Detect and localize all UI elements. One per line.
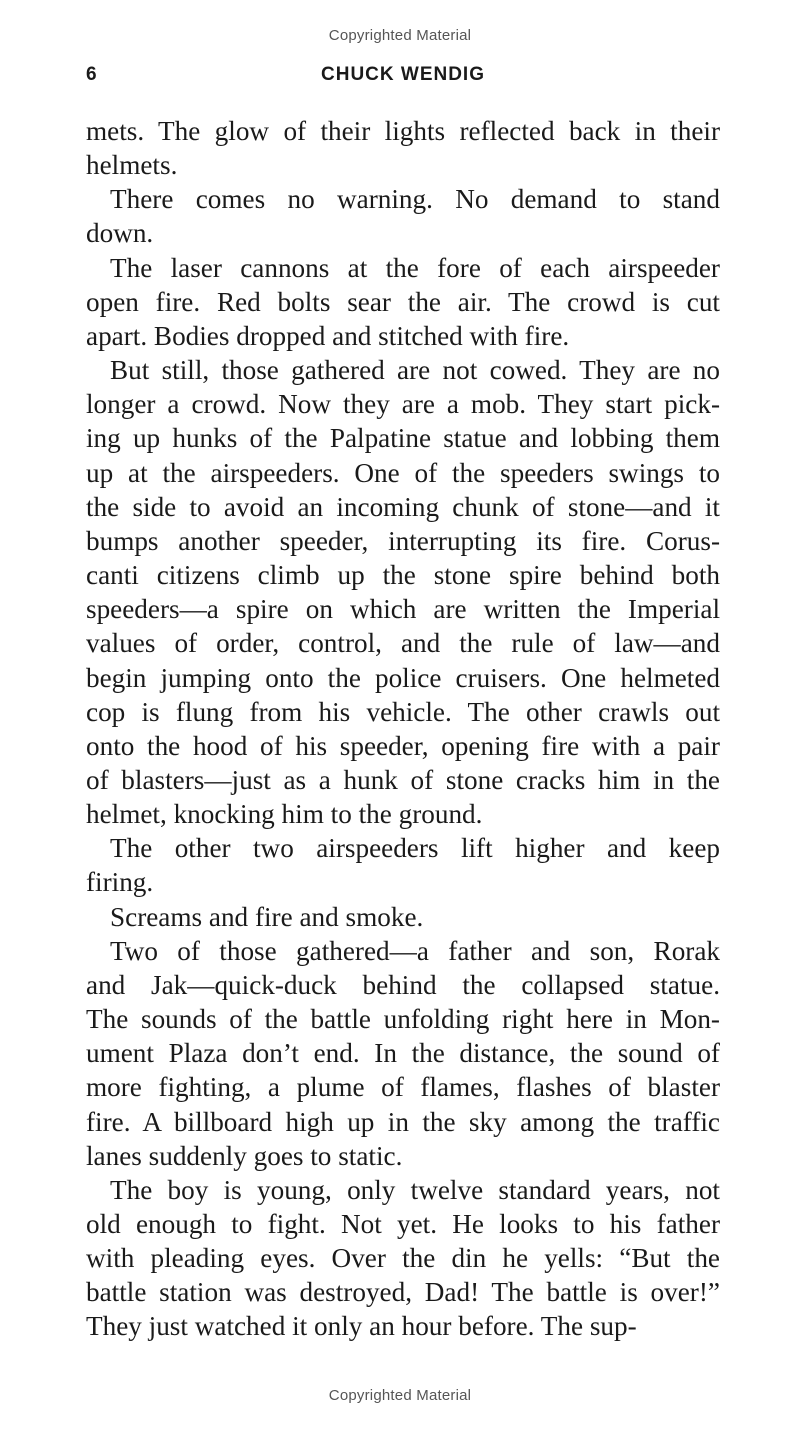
text-line: cop is flung from his vehicle. The other crawls out xyxy=(86,696,720,727)
paragraph xyxy=(86,353,720,831)
paragraph xyxy=(86,251,720,353)
text-line: open fire. Red bolts sear the air. The crowd is cut xyxy=(86,286,720,317)
paragraph xyxy=(86,182,720,250)
text-line: down. xyxy=(86,218,154,249)
text-line: old enough to fight. Not yet. He looks to his father xyxy=(86,1209,720,1239)
text-line: The boy is young, only twelve standard years, not xyxy=(110,1174,720,1205)
text-line: begin jumping onto the police cruisers. One helmeted xyxy=(86,662,720,693)
text-line: lanes suddenly goes to static. xyxy=(86,1140,403,1171)
copyright-watermark-top: Copyrighted Material xyxy=(328,27,472,44)
text-line: of blasters—just as a hunk of stone cracks him in the xyxy=(86,764,720,795)
text-line: values of order, control, and the rule of law—and xyxy=(86,628,720,659)
text-line: ing up hunks of the Palpatine statue and lobbing them xyxy=(86,423,720,454)
text-line: Two of those gathered—a father and son, Rorak xyxy=(110,935,720,966)
paragraph xyxy=(86,114,720,182)
paragraph xyxy=(86,900,720,934)
paragraph xyxy=(86,831,720,899)
text-line: and Jak—quick-duck behind the collapsed statue. xyxy=(86,969,720,1000)
copyright-watermark-bottom: Copyrighted Material xyxy=(328,1387,472,1404)
text-line: The sounds of the battle unfolding right here in Mon- xyxy=(86,1004,720,1035)
text-line: They just watched it only an hour before. The sup- xyxy=(86,1311,637,1342)
paragraph xyxy=(86,1173,720,1344)
text-line: onto the hood of his speeder, opening fire with a pair xyxy=(86,730,720,761)
text-line: the side to avoid an incoming chunk of stone—and it xyxy=(86,491,720,522)
text-line: bumps another speeder, interrupting its fire. Corus- xyxy=(86,525,720,556)
page-number: 6 xyxy=(86,64,97,85)
text-line: battle station was destroyed, Dad! The battle is over!” xyxy=(86,1277,720,1308)
text-line: Screams and fire and smoke. xyxy=(110,901,424,932)
text-line: longer a crowd. Now they are a mob. They start pick- xyxy=(86,389,720,420)
text-line: fire. A billboard high up in the sky among the traffic xyxy=(86,1106,720,1137)
body-text xyxy=(86,114,720,1344)
text-line: ument Plaza don’t end. In the distance, the sound of xyxy=(86,1038,720,1069)
text-line: more fighting, a plume of flames, flashes of blaster xyxy=(86,1072,720,1103)
paragraph xyxy=(86,934,720,1173)
text-line: canti citizens climb up the stone spire behind both xyxy=(86,560,720,591)
text-line: firing. xyxy=(86,867,154,898)
author-name: CHUCK WENDIG xyxy=(321,64,485,85)
text-line: apart. Bodies dropped and stitched with fire. xyxy=(86,320,570,351)
text-line: There comes no warning. No demand to stand xyxy=(110,184,720,215)
text-line: The laser cannons at the fore of each airspeeder xyxy=(110,252,720,283)
text-line: mets. The glow of their lights reflected back in their xyxy=(86,116,720,146)
running-header xyxy=(86,64,720,90)
text-line: up at the airspeeders. One of the speeders swings to xyxy=(86,457,720,488)
text-line: with pleading eyes. Over the din he yells: “But the xyxy=(86,1243,720,1274)
text-line: But still, those gathered are not cowed. They are no xyxy=(110,355,720,386)
text-line: speeders—a spire on which are written the Imperial xyxy=(86,594,720,625)
text-line: The other two airspeeders lift higher and keep xyxy=(110,833,720,864)
text-line: helmet, knocking him to the ground. xyxy=(86,799,483,830)
text-line: helmets. xyxy=(86,150,178,181)
